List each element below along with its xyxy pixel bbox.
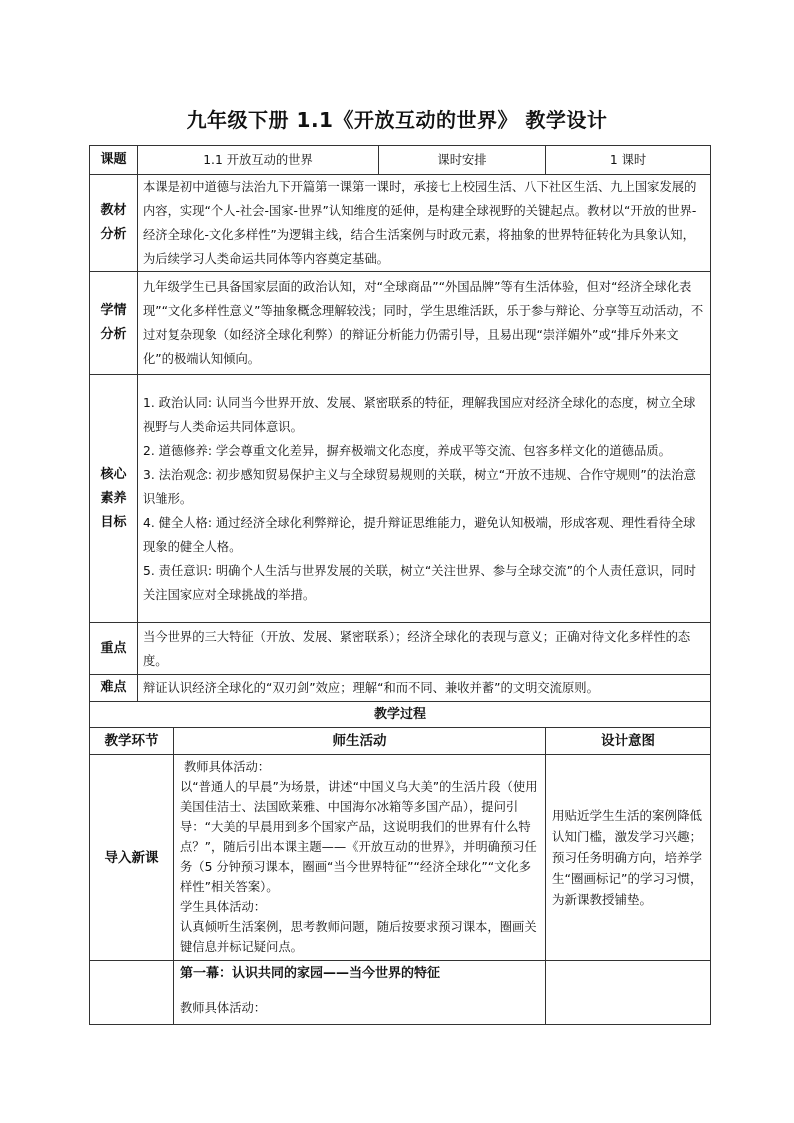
intro-student-text: 认真倾听生活案例，思考教师问题，随后按要求预习课本，圈画关键信息并标记疑问点。 [180,920,537,954]
act1-title: 第一幕：认识共同的家园——当今世界的特征 [180,966,441,981]
literacy-row [90,375,711,623]
intro-intent: 用贴近学生生活的案例降低认知门槛，激发学习兴趣；预习任务明确方向，培养学生“圈画标记”的学习习惯，为新课教授铺垫。 [546,755,711,961]
literacy-goal-law: 3. 法治观念: 初步感知贸易保护主义与全球贸易规则的关联，树立“开放不违规、合作守规则”的法治意识雏形。 [143,467,696,506]
material-label-line1: 教材 [100,203,127,218]
act1-row [90,961,711,1025]
process-heading: 教学过程 [90,702,711,728]
literacy-goals [138,375,711,623]
material-row [90,175,711,272]
hours-label: 课时安排 [379,146,546,175]
literacy-goal-moral: 2. 道德修养: 学会尊重文化差异，摒弃极端文化态度，养成平等交流、包容多样文化的道德品质。 [143,443,671,458]
act1-activity [174,961,546,1025]
process-header-row [90,728,711,755]
act1-spacer [180,985,539,997]
student-label-line2: 分析 [100,327,127,342]
student-text: 九年级学生已具备国家层面的政治认知，对“全球商品”“外国品牌”等有生活体验，但对“经济全球化表现”“文化多样性意义”等抽象概念理解较浅；同时，学生思维活跃，乐于参与辩论、分享等互动活动，不过对复杂现象（如经济全球化利弊）的辩证分析能力仍需引导，且易出现“崇洋媚外”或“排斥外来文化”的极端认知倾向。 [138,272,711,375]
page-title: 九年级下册 1.1《开放互动的世界》 教学设计 [186,108,608,132]
activity-column-header: 师生活动 [174,728,546,755]
topic-label: 课题 [90,146,138,175]
student-label-line1: 学情 [100,303,127,318]
literacy-label-line2: 素养 [100,490,127,506]
intro-row [90,755,711,961]
intent-column-header: 设计意图 [546,728,711,755]
difficulty-text: 辩证认识经济全球化的“双刃剑”效应；理解“和而不同、兼收并蓄”的文明交流原则。 [138,675,711,702]
difficulty-row [90,675,711,702]
material-label [90,175,138,272]
literacy-label-line3: 目标 [100,514,127,530]
act1-teacher-label: 教师具体活动： [180,1001,267,1015]
hours-value: 1 课时 [546,146,711,175]
key-point-row [90,623,711,675]
student-row [90,272,711,375]
act1-stage [90,961,174,1025]
material-text: 本课是初中道德与法治九下开篇第一课第一课时，承接七上校园生活、八下社区生活、九上国家发展的内容，实现“个人-社会-国家-世界”认知维度的延伸，是构建全球视野的关键起点。教材以“开放的世界-经济全球化-文化多样性”为逻辑主线，结合生活案例与时政元素，将抽象的世界特征转化为具象认知，为后续学习人类命运共同体等内容奠定基础。 [138,175,711,272]
key-point-text: 当今世界的三大特征（开放、发展、紧密联系）；经济全球化的表现与意义；正确对待文化多样性的态度。 [138,623,711,675]
topic-row [90,146,711,175]
intro-teacher-text: 以“普通人的早晨”为场景，讲述“中国义乌大美”的生活片段（使用美国佳洁士、法国欧莱雅、中国海尔冰箱等多国产品），提问引导：“大美的早晨用到多个国家产品，这说明我们的世界有什么特点？”，随后引出本课主题——《开放互动的世界》，并明确预习任务（5 分钟预习课本，圈画“当今世界特征”“经济全球化”“文化多样性”相关答案）。 [180,780,538,894]
act1-intent [546,961,711,1025]
intro-stage: 导入新课 [90,755,174,961]
key-point-label: 重点 [90,623,138,675]
literacy-goal-personality: 4. 健全人格: 通过经济全球化利弊辩论，提升辩证思维能力，避免认知极端，形成客观、理性看待全球现象的健全人格。 [143,515,696,554]
intro-teacher-label: 教师具体活动： [184,760,271,774]
material-label-line2: 分析 [100,227,127,242]
literacy-label-line1: 核心 [100,466,127,482]
topic-value: 1.1 开放互动的世界 [138,146,379,175]
intro-activity [174,755,546,961]
intro-student-label: 学生具体活动： [180,900,267,914]
lesson-plan-table [89,145,711,1025]
literacy-goal-responsibility: 5. 责任意识: 明确个人生活与世界发展的关联，树立“关注世界、参与全球交流”的个人责任意识，同时关注国家应对全球挑战的举措。 [143,563,696,602]
literacy-label [90,375,138,623]
process-heading-row [90,702,711,728]
literacy-goal-political: 1. 政治认同: 认同当今世界开放、发展、紧密联系的特征，理解我国应对经济全球化的态度，树立全球视野与人类命运共同体意识。 [143,395,696,434]
stage-column-header: 教学环节 [90,728,174,755]
difficulty-label: 难点 [90,675,138,702]
student-label [90,272,138,375]
